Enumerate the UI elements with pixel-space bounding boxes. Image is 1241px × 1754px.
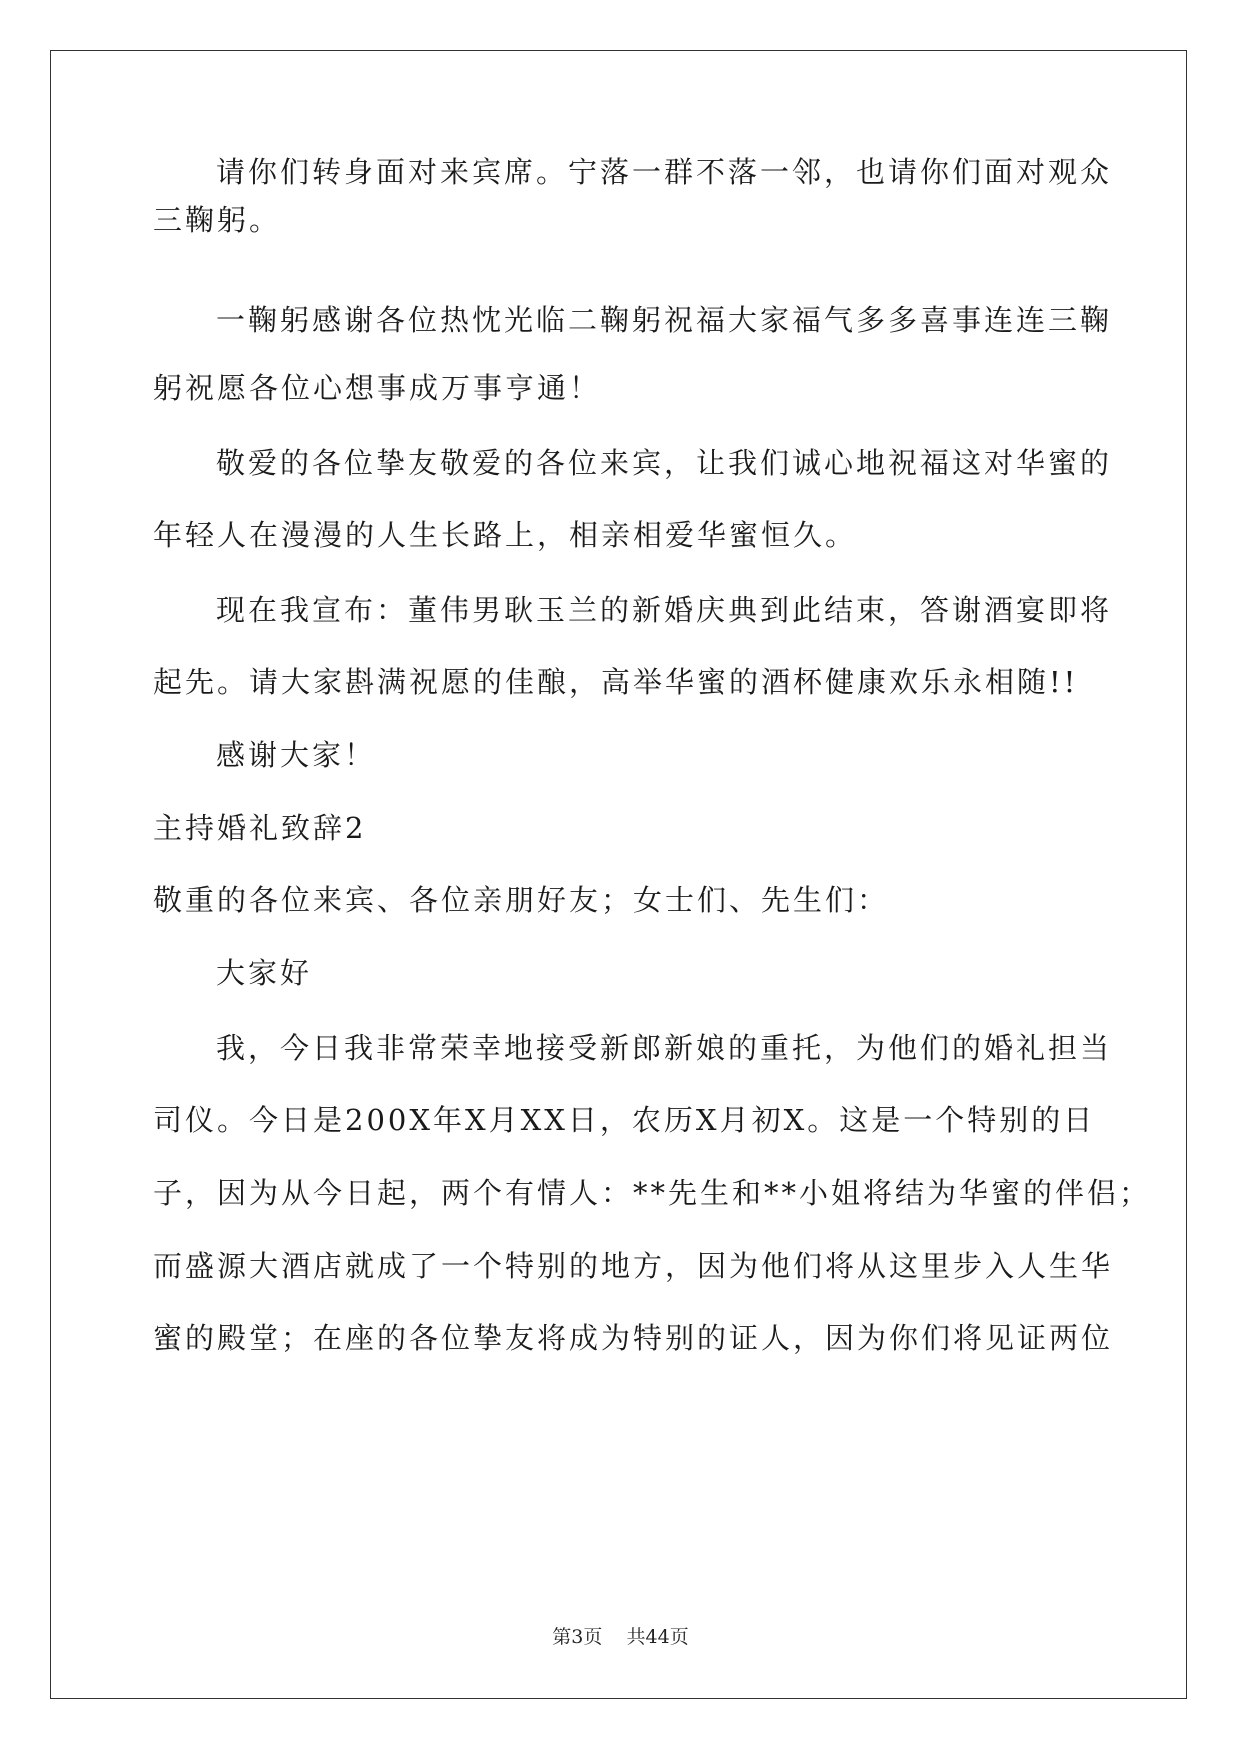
paragraph-line: 蜜的殿堂；在座的各位挚友将成为特别的证人，因为你们将见证两位 [153, 1321, 1114, 1355]
paragraph-line: 请你们转身面对来宾席。宁落一群不落一邻，也请你们面对观众 [216, 155, 1113, 189]
paragraph-line: 年轻人在漫漫的人生长路上，相亲相爱华蜜恒久。 [153, 518, 858, 552]
paragraph-line: 现在我宣布：董伟男耿玉兰的新婚庆典到此结束，答谢酒宴即将 [216, 593, 1113, 627]
salutation: 敬重的各位来宾、各位亲朋好友；女士们、先生们： [153, 883, 890, 917]
paragraph-line: 起先。请大家斟满祝愿的佳酿，高举华蜜的酒杯健康欢乐永相随!! [153, 665, 1079, 699]
current-page-label: 第3页 [552, 1626, 603, 1648]
paragraph-line: 感谢大家！ [216, 738, 377, 772]
paragraph-line: 敬爱的各位挚友敬爱的各位来宾，让我们诚心地祝福这对华蜜的 [216, 446, 1113, 480]
page-footer [0, 1624, 1241, 1650]
section-heading: 主持婚礼致辞2 [153, 811, 367, 845]
paragraph-line: 而盛源大酒店就成了一个特别的地方，因为他们将从这里步入人生华 [153, 1249, 1114, 1283]
paragraph-line: 大家好 [216, 956, 313, 990]
paragraph-line: 我，今日我非常荣幸地接受新郎新娘的重托，为他们的婚礼担当 [216, 1031, 1113, 1065]
page-frame [50, 50, 1187, 1699]
paragraph-line: 三鞠躬。 [153, 203, 282, 237]
paragraph-line: 子，因为从今日起，两个有情人：**先生和**小姐将结为华蜜的伴侣； [153, 1176, 1152, 1210]
paragraph-line: 一鞠躬感谢各位热忱光临二鞠躬祝福大家福气多多喜事连连三鞠 [216, 303, 1113, 337]
paragraph-line: 司仪。今日是200X年X月XX日，农历X月初X。这是一个特别的日 [153, 1103, 1096, 1137]
total-pages-label: 共44页 [626, 1626, 689, 1648]
paragraph-line: 躬祝愿各位心想事成万事亨通！ [153, 371, 602, 405]
